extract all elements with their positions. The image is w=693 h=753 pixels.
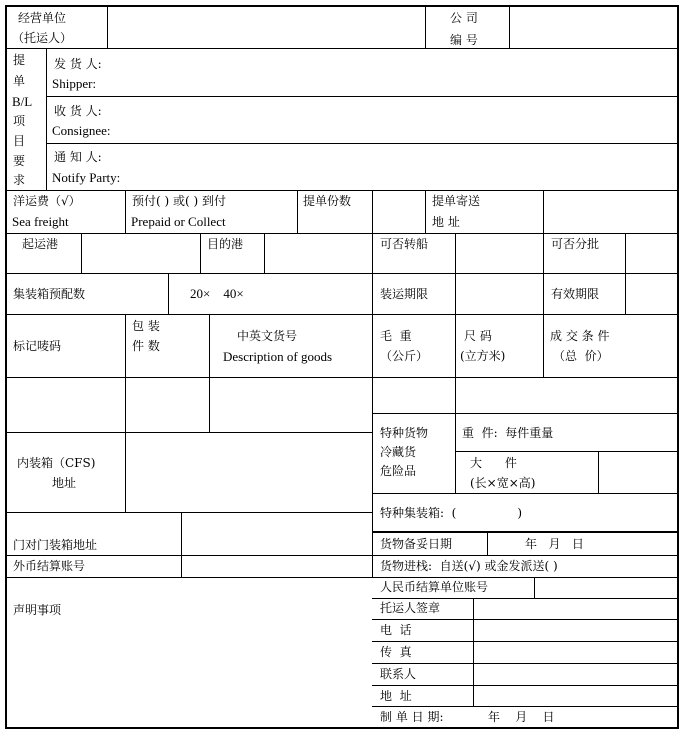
shipper-label-cn: 发 货 人: xyxy=(54,57,102,71)
company-no-field[interactable] xyxy=(510,6,677,48)
rule xyxy=(425,6,426,49)
cargo-ready-date-value[interactable]: 年 月 日 xyxy=(525,537,584,551)
company-no-label-line1: 公 司 xyxy=(450,11,478,25)
operator-label-line2: （托运人） xyxy=(12,31,73,45)
freight-label-cn: 洋运费（√） xyxy=(13,194,81,208)
port-destination-field[interactable] xyxy=(265,234,372,273)
bl-side-label-7: 求 xyxy=(13,173,26,187)
fax-label: 传 真 xyxy=(380,645,412,659)
special-cargo-label-line1: 特种货物 xyxy=(380,426,429,440)
shipment-period-label: 装运期限 xyxy=(380,287,429,301)
shipper-signature-label: 托运人签章 xyxy=(380,601,441,615)
phone-field[interactable] xyxy=(474,620,677,641)
special-cargo-label-line3: 危险品 xyxy=(380,464,417,478)
shipper-signature-field[interactable] xyxy=(474,599,677,619)
gross-weight-field[interactable] xyxy=(373,378,455,413)
prepared-date-value[interactable]: 年 月 日 xyxy=(488,710,555,724)
company-no-label-line2: 编 号 xyxy=(450,33,478,47)
container-sizes[interactable]: 20× 40× xyxy=(190,286,244,301)
payment-label-en: Prepaid or Collect xyxy=(131,214,226,229)
rmb-account-field[interactable] xyxy=(535,578,677,598)
cargo-delivery-label[interactable]: 货物进栈: 自送(√) 或金发派送( ) xyxy=(380,559,558,573)
bl-side-label-1: 提 xyxy=(13,53,26,67)
declaration-field[interactable] xyxy=(7,620,372,726)
validity-period-label: 有效期限 xyxy=(551,287,600,301)
packages-label-line1: 包 装 xyxy=(132,319,160,333)
marks-label: 标记唛码 xyxy=(13,339,62,353)
contact-field[interactable] xyxy=(474,664,677,685)
door-address-label: 门对门装箱地址 xyxy=(13,538,98,552)
border-right xyxy=(677,5,679,729)
oversize-label-line1: 大 件 xyxy=(470,456,517,470)
operator-field[interactable] xyxy=(108,6,425,48)
bl-copies-label: 提单份数 xyxy=(303,194,352,208)
port-loading-field[interactable] xyxy=(82,234,200,273)
gross-weight-label-line1: 毛 重 xyxy=(380,329,412,343)
rule xyxy=(46,49,47,190)
cfs-label-line2: 地址 xyxy=(52,476,77,490)
gross-weight-label-line2: （公斤） xyxy=(380,349,429,363)
bl-side-label-4: 项 xyxy=(13,114,26,128)
fax-field[interactable] xyxy=(474,642,677,663)
goods-desc-label-en: Description of goods xyxy=(223,349,333,364)
rule xyxy=(487,532,488,555)
goods-desc-field[interactable] xyxy=(210,378,372,432)
consignee-field[interactable] xyxy=(150,97,677,142)
terms-field[interactable] xyxy=(544,378,677,413)
shipper-label-en: Shipper: xyxy=(52,76,97,91)
bl-mailing-label-line2: 地 址 xyxy=(432,215,460,229)
bl-mailing-address-field[interactable] xyxy=(544,191,677,233)
rule xyxy=(6,314,678,315)
oversize-label-line2: (长×宽×高) xyxy=(470,476,536,490)
rule xyxy=(425,190,426,233)
freight-label-en: Sea freight xyxy=(12,214,69,229)
marks-field[interactable] xyxy=(7,378,125,432)
oversize-field[interactable] xyxy=(599,452,677,493)
partial-shipment-field[interactable] xyxy=(626,234,677,273)
bl-side-label-3: B/L xyxy=(12,94,33,109)
port-loading-label: 起运港 xyxy=(22,237,59,251)
goods-desc-label-cn: 中英文货号 xyxy=(237,329,298,343)
validity-period-field[interactable] xyxy=(626,274,677,314)
notify-label-cn: 通 知 人: xyxy=(54,150,102,164)
notify-label-en: Notify Party: xyxy=(52,170,121,185)
special-cargo-label-line2: 冷藏货 xyxy=(380,445,417,459)
operator-label-line1: 经营单位 xyxy=(18,11,67,25)
terms-label-line2: （总 价） xyxy=(553,349,609,363)
border-bottom xyxy=(5,727,679,729)
door-address-field[interactable] xyxy=(182,513,372,555)
phone-label: 电 话 xyxy=(380,623,412,637)
measurement-field[interactable] xyxy=(456,378,543,413)
address-field[interactable] xyxy=(474,686,677,706)
partial-shipment-label: 可否分批 xyxy=(551,237,600,251)
rule xyxy=(200,233,201,273)
rule xyxy=(6,273,678,274)
measurement-label-line2: (立方米) xyxy=(460,349,506,363)
notify-field[interactable] xyxy=(150,144,677,189)
bl-side-label-5: 目 xyxy=(13,134,26,148)
bl-side-label-6: 要 xyxy=(13,154,26,168)
rule xyxy=(168,273,169,314)
terms-label-line1: 成 交 条 件 xyxy=(550,329,610,343)
cargo-ready-date-label: 货物备妥日期 xyxy=(380,537,453,551)
rule xyxy=(372,493,678,494)
cfs-label-line1: 内装箱（CFS) xyxy=(17,456,96,470)
measurement-label-line1: 尺 码 xyxy=(464,329,492,343)
container-qty-label: 集装箱预配数 xyxy=(13,287,86,301)
rule xyxy=(455,413,456,493)
declaration-label: 声明事项 xyxy=(13,603,62,617)
contact-label: 联系人 xyxy=(380,667,417,681)
transshipment-field[interactable] xyxy=(456,234,543,273)
payment-label-cn: 预付( ) 或( ) 到付 xyxy=(132,194,226,208)
heavy-piece-label[interactable]: 重 件: 每件重量 xyxy=(462,426,554,440)
consignee-label-cn: 收 货 人: xyxy=(54,104,102,118)
address-label: 地 址 xyxy=(380,689,412,703)
consignee-label-en: Consignee: xyxy=(52,123,111,138)
rule xyxy=(125,190,126,233)
rmb-account-label: 人民币结算单位账号 xyxy=(380,580,489,594)
rule xyxy=(297,190,298,233)
rule xyxy=(372,531,678,533)
packages-label-line2: 件 数 xyxy=(132,339,160,353)
bl-mailing-label-line1: 提单寄送 xyxy=(432,194,481,208)
shipment-period-field[interactable] xyxy=(456,274,543,314)
bl-side-label-2: 单 xyxy=(13,74,26,88)
forex-account-field[interactable] xyxy=(182,556,372,577)
rule xyxy=(372,413,678,414)
forex-account-label: 外币结算账号 xyxy=(13,559,86,573)
prepared-date-label: 制 单 日 期: xyxy=(380,710,444,724)
transshipment-label: 可否转船 xyxy=(380,237,429,251)
port-destination-label: 目的港 xyxy=(207,237,244,251)
cfs-address-field[interactable] xyxy=(126,433,372,512)
shipper-field[interactable] xyxy=(150,50,677,95)
special-container-label[interactable]: 特种集装箱: ( ) xyxy=(380,506,523,520)
packages-field[interactable] xyxy=(126,378,209,432)
bl-copies-field[interactable] xyxy=(373,191,425,233)
